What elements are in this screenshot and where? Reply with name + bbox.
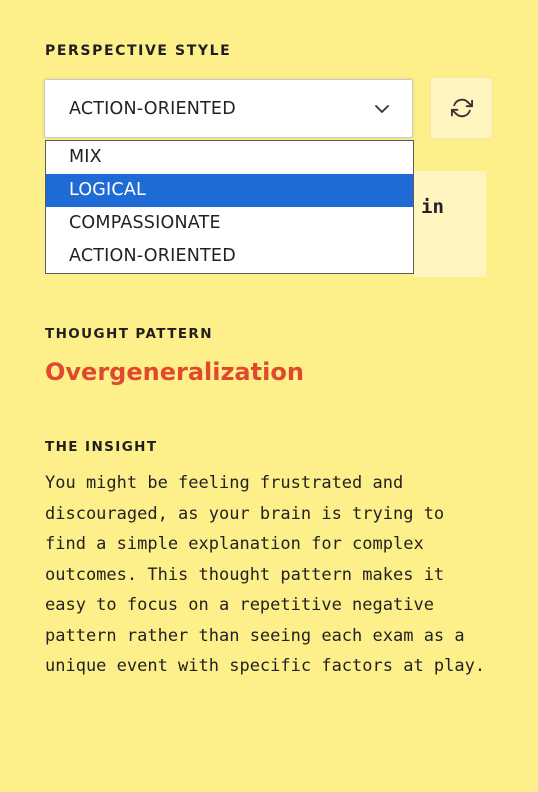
refresh-button[interactable]	[430, 77, 493, 139]
perspective-style-value: ACTION-ORIENTED	[69, 99, 236, 119]
perspective-style-label: PERSPECTIVE STYLE	[45, 43, 232, 59]
thought-pattern-name: Overgeneralization	[45, 358, 304, 386]
perspective-card-text: in	[421, 196, 444, 218]
option-action-oriented[interactable]: ACTION-ORIENTED	[69, 246, 236, 266]
insight-label: THE INSIGHT	[45, 439, 158, 455]
chevron-down-icon	[374, 103, 390, 115]
option-logical[interactable]: LOGICAL	[46, 174, 413, 207]
option-mix[interactable]: MIX	[69, 147, 102, 167]
perspective-style-select[interactable]	[44, 79, 413, 138]
perspective-card-background	[414, 171, 486, 277]
insight-text: You might be feeling frustrated and discouraged, as your brain is trying to find a simple explanation for complex outcomes. This thought pattern makes it easy to focus on a repetitive negative pattern rather than seeing each exam as a unique event with specific factors at play.	[45, 473, 486, 676]
perspective-style-dropdown[interactable]	[45, 140, 414, 274]
thought-pattern-label: THOUGHT PATTERN	[45, 326, 213, 342]
refresh-icon	[451, 97, 473, 119]
option-compassionate[interactable]: COMPASSIONATE	[69, 213, 221, 233]
